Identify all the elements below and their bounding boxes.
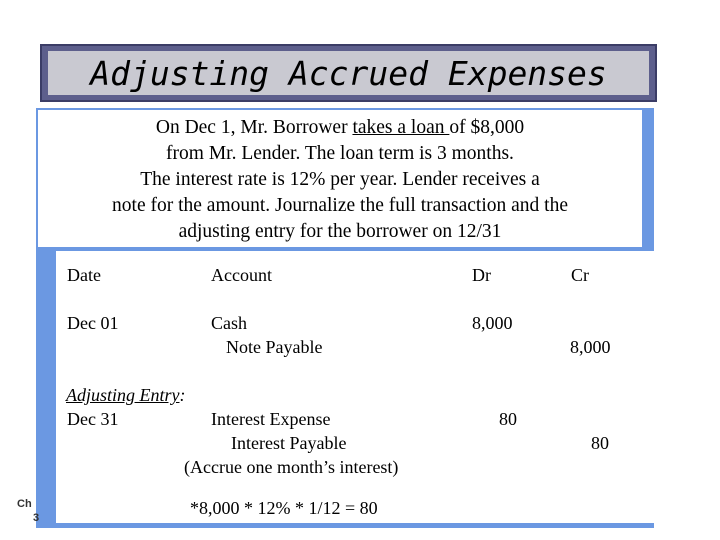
problem-statement <box>38 110 642 247</box>
adjusting-entry-link[interactable]: Adjusting Entry <box>66 385 180 405</box>
side-footer-line-2: 3 <box>33 512 40 524</box>
interest-formula: *8,000 * 12% * 1/12 = 80 <box>190 498 378 518</box>
entry1-cr: 8,000 <box>570 337 611 357</box>
entry2-note: (Accrue one month’s interest) <box>184 457 399 477</box>
problem-line-1 <box>38 115 642 141</box>
header-date: Date <box>67 265 101 285</box>
side-footer-line-1: Ch <box>17 498 32 510</box>
entry2-credit-account: Interest Payable <box>231 433 347 453</box>
entry1-date: Dec 01 <box>67 313 119 333</box>
journal-table <box>56 251 654 523</box>
entry2-debit-account: Interest Expense <box>211 409 331 429</box>
problem-line-1-start: On Dec 1, Mr. Borrower <box>155 117 353 138</box>
adjusting-entry-colon: : <box>179 385 186 405</box>
problem-line-5: adjusting entry for the borrower on 12/31 <box>178 221 502 242</box>
header-dr: Dr <box>472 265 491 285</box>
problem-line-3: The interest rate is 12% per year. Lender receives a <box>140 169 540 190</box>
adjusting-entry-label <box>66 385 186 405</box>
entry1-debit-account: Cash <box>211 313 247 333</box>
entry2-dr: 80 <box>499 409 517 429</box>
entry2-date: Dec 31 <box>67 409 119 429</box>
problem-line-1-end: of $8,000 <box>449 117 525 138</box>
title-bar <box>40 44 657 102</box>
loan-link[interactable]: takes a loan <box>352 117 450 138</box>
side-footer <box>17 497 39 525</box>
entry2-cr: 80 <box>591 433 609 453</box>
slide-title: Adjusting Accrued Expenses <box>90 53 607 93</box>
problem-line-2: from Mr. Lender. The loan term is 3 months. <box>166 143 514 164</box>
header-cr: Cr <box>571 265 589 285</box>
title-panel <box>48 51 649 95</box>
entry1-dr: 8,000 <box>472 313 513 333</box>
entry1-credit-account: Note Payable <box>226 337 323 357</box>
problem-line-4: note for the amount. Journalize the full transaction and the <box>112 195 568 216</box>
header-account: Account <box>211 265 272 285</box>
